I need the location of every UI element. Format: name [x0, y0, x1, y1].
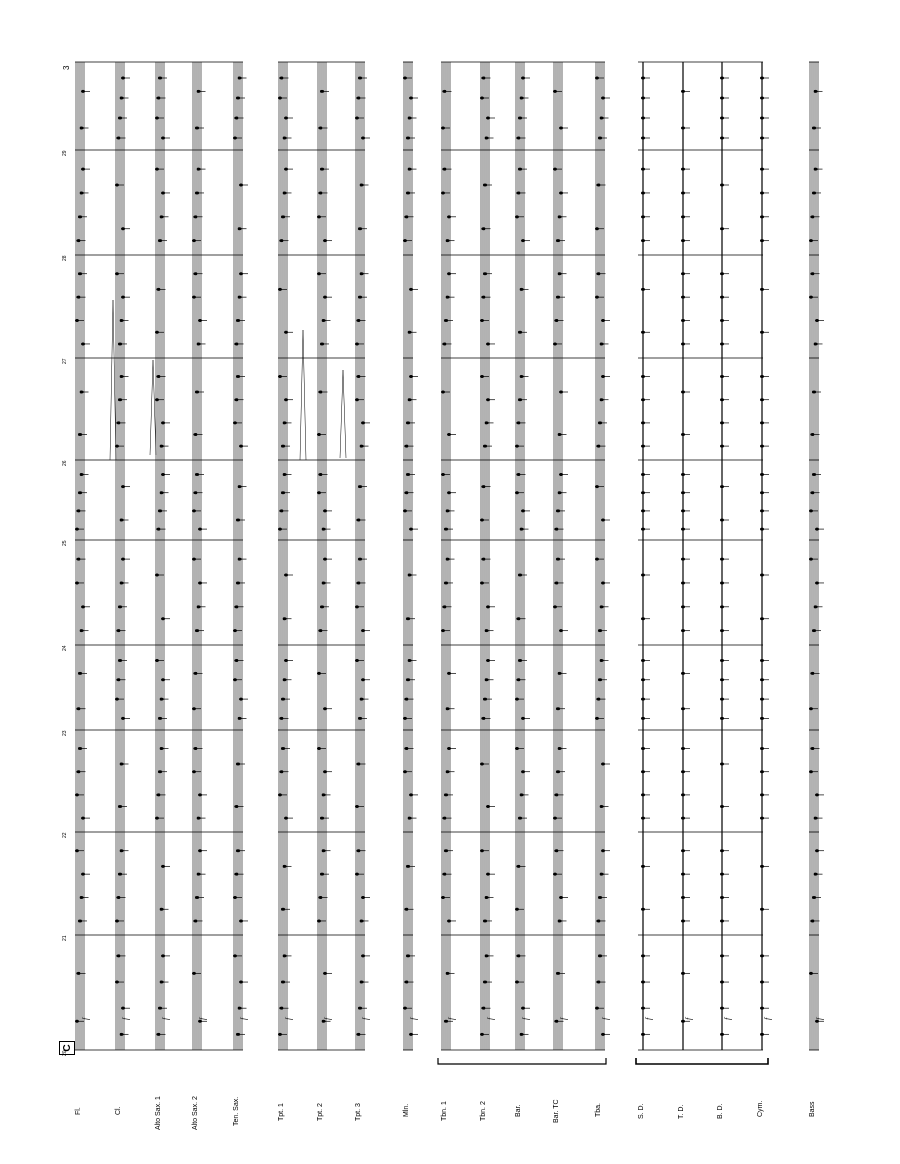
staff	[317, 62, 332, 1050]
instrument-label: Bar. TC	[553, 1098, 560, 1123]
dynamic-forte: f	[161, 1017, 170, 1020]
instrument-label: Mln.	[403, 1103, 410, 1118]
instrument-label: T. D.	[678, 1104, 685, 1119]
staff	[760, 62, 769, 1050]
staff	[809, 62, 824, 1050]
instrument-label: Bass	[809, 1101, 816, 1118]
dynamic-forte: f	[601, 1017, 610, 1020]
dynamic-forte: f	[815, 1017, 824, 1020]
staff	[441, 62, 456, 1050]
instrument-label: S. D.	[638, 1103, 645, 1119]
staff	[115, 62, 130, 1050]
instrument-label: Cym.	[757, 1100, 764, 1118]
dynamic-forte: f	[284, 1017, 293, 1020]
dynamic-forte: f	[447, 1017, 456, 1020]
staff	[553, 62, 568, 1050]
staff	[720, 62, 729, 1050]
measure-number: 27	[62, 358, 68, 364]
bracket-percussion	[636, 1058, 768, 1064]
instrument-label: Alto Sax. 1	[155, 1095, 162, 1130]
instrument-label: Tpt. 3	[355, 1102, 362, 1121]
dynamic-forte: f	[684, 1017, 693, 1020]
page-number: 3	[62, 65, 71, 70]
dynamic-forte: f	[521, 1017, 530, 1020]
instrument-label: Ten. Sax.	[233, 1097, 240, 1127]
dynamic-forte: f	[361, 1017, 370, 1020]
staff	[641, 62, 650, 1050]
instrument-label: Tpt. 1	[278, 1102, 285, 1121]
staff	[278, 62, 293, 1050]
staff	[233, 62, 248, 1050]
dynamic-forte: f	[121, 1017, 130, 1020]
measure-number: 23	[62, 730, 68, 736]
staff	[355, 62, 370, 1050]
dynamic-forte: f	[198, 1017, 207, 1020]
hairpin	[150, 360, 156, 455]
staff	[480, 62, 495, 1050]
measure-number: 26	[62, 460, 68, 466]
dynamic-forte: f	[81, 1017, 90, 1020]
brace-low-brass	[438, 1058, 606, 1064]
dynamic-forte: f	[409, 1017, 418, 1020]
hairpin	[110, 300, 116, 460]
rehearsal-mark: C	[59, 1041, 75, 1055]
instrument-label: Bar.	[515, 1104, 522, 1118]
instrument-label: Tbn. 2	[480, 1100, 487, 1121]
measure-number: 29	[62, 150, 68, 156]
measure-number: 28	[62, 255, 68, 261]
measure-number: 21	[62, 935, 68, 941]
dynamic-forte: f	[239, 1017, 248, 1020]
instrument-label: Tpt. 2	[317, 1102, 324, 1121]
instrument-label: Fl.	[75, 1107, 82, 1116]
staff	[75, 62, 90, 1050]
dynamic-forte: f	[723, 1017, 732, 1020]
instrument-label: Cl.	[115, 1106, 122, 1116]
staff	[681, 62, 690, 1050]
instrument-label: Tbn. 1	[441, 1100, 448, 1121]
staff	[192, 62, 207, 1050]
staff	[155, 62, 170, 1050]
instrument-label: Alto Sax. 2	[192, 1095, 199, 1130]
instrument-label: Tba.	[595, 1103, 602, 1118]
dynamic-forte: f	[486, 1017, 495, 1020]
hairpin	[300, 330, 306, 460]
staff	[515, 62, 530, 1050]
dynamic-forte: f	[644, 1017, 653, 1020]
dynamic-forte: f	[559, 1017, 568, 1020]
measure-number: 25	[62, 540, 68, 546]
dynamic-forte: f	[323, 1017, 332, 1020]
staff	[403, 62, 418, 1050]
hairpin	[340, 370, 346, 458]
measure-number: 22	[62, 832, 68, 838]
measure-number: 24	[62, 645, 68, 651]
staff	[595, 62, 610, 1050]
instrument-label: B. D.	[717, 1103, 724, 1119]
dynamic-forte: f	[763, 1017, 772, 1020]
measure-number: 20	[62, 1050, 68, 1056]
